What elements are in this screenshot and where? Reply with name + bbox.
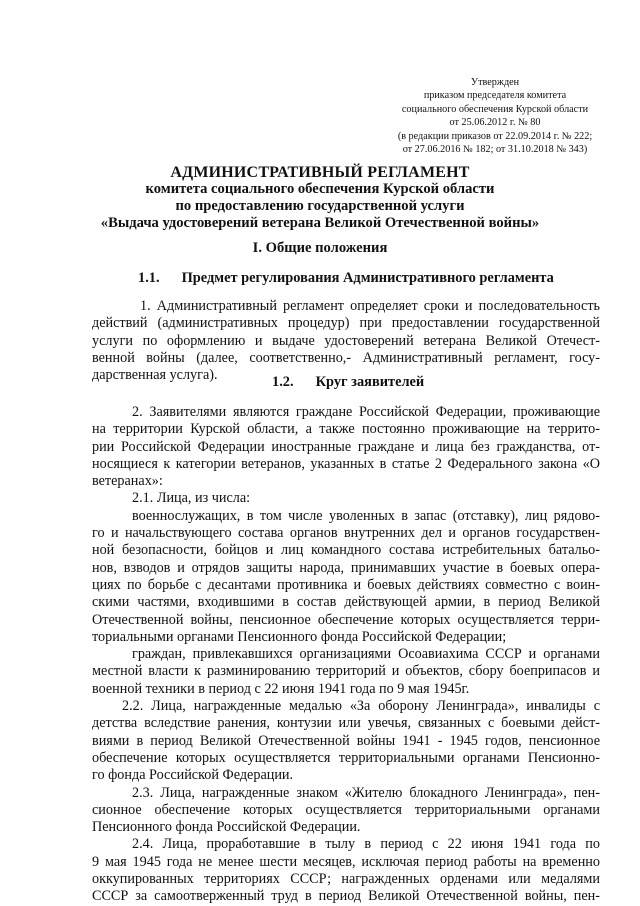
text-line: граждан, привлекавшихся организациями Осоавиахима СССР и органами (132, 646, 600, 663)
text-line: 2.4. Лица, проработавшие в тылу в период с 22 июня 1941 года по (132, 836, 600, 853)
subsection-heading-1-1 (138, 270, 554, 287)
paragraph-2 (92, 404, 600, 906)
text-line: циях по борьбе с десантами противника и боевых действиях совместно с воин- (92, 576, 600, 593)
text-line: ветеранах»: (92, 473, 163, 490)
text-line: обеспечение которых осуществляется территориальными органами Пенсионно- (92, 749, 600, 766)
text-line: сионное обеспечение которых осуществляется территориальными органами (92, 801, 600, 818)
section-heading: I. Общие положения (252, 240, 388, 256)
text-line: 1. Административный регламент определяет сроки и последовательность (140, 298, 600, 314)
text-line: 2. Заявителями являются граждане Российской Федерации, проживающие (132, 404, 600, 420)
text-line: СССР за самоотверженный труд в период Великой Отечественной войны, пен- (92, 888, 600, 905)
approval-line: (в редакции приказов от 22.09.2014 г. № 222; (397, 130, 593, 142)
approval-line: социального обеспечения Курской области (401, 103, 589, 115)
text-line: действий (административных процедур) при предоставлении государственной (92, 315, 600, 332)
text-line: детства вследствие ранения, контузии или увечья, связанных с боевыми дейст- (92, 715, 600, 732)
text-line: рии Российской Федерации иностранные граждане и лица без гражданства, от- (92, 438, 600, 455)
text-line: военнослужащих, в том числе уволенных в запас (отставку), лиц рядово- (132, 507, 600, 524)
approval-line: от 25.06.2012 г. № 80 (449, 117, 541, 129)
text-line: ториальными органами Пенсионного фонда Российской Федерации; (92, 628, 507, 645)
subsection-heading-1-2 (272, 374, 424, 391)
text-line: Пенсионного фонда Российской Федерации. (92, 819, 361, 836)
text-line: услуги по оформлению и выдаче удостоверений ветерана Великой Отечест- (92, 332, 600, 349)
text-line: военной техники в период с 22 июня 1941 года по 9 мая 1945г. (92, 680, 470, 697)
approval-stamp (360, 76, 630, 156)
title-line: комитета социального обеспечения Курской области (145, 181, 495, 197)
approval-line: от 27.06.2016 № 182; от 31.10.2018 № 343) (402, 144, 588, 156)
title-line: по предоставлению государственной услуги (175, 198, 465, 214)
text-line: Отечественной войны, пенсионное обеспечение которых осуществляется терри- (92, 611, 600, 628)
text-line: 2.3. Лица, награжденные знаком «Жителю блокадного Ленинграда», пен- (132, 784, 600, 801)
text-line: 2.1. Лица, из числа: (132, 490, 251, 507)
text-line: носящиеся к категории ветеранов, указанных в статье 2 Федерального закона «О (92, 455, 600, 472)
text-line: 9 мая 1945 года не менее шести месяцев, исключая период работы на временно (92, 853, 600, 870)
text-line: нов, взводов и отрядов защиты народа, принимавших участие в боевых опера- (92, 559, 600, 576)
text-line: ной безопасности, бойцов и лиц командного состава истребительных батальо- (92, 542, 600, 559)
title-line: «Выдача удостоверений ветерана Великой Отечественной войны» (100, 215, 540, 231)
text-line: 2.2. Лица, награжденные медалью «За оборону Ленинграда», инвалиды с (122, 698, 600, 715)
document-title (80, 164, 560, 232)
text-line: оккупированных территориях СССР; награжденных орденами или медалями (92, 871, 600, 888)
text-line: на территории Курской области, а также постоянно проживающие на террито- (92, 421, 600, 438)
subsection-number: 1.1. (138, 270, 160, 286)
subsection-title: Круг заявителей (315, 374, 425, 390)
text-line: местной власти к разминированию территорий и объектов, сбору боеприпасов и (92, 663, 600, 680)
text-line: виями в период Великой Отечественной войны 1941 - 1945 годов, пенсионное (92, 732, 600, 749)
text-line: дарственная услуга). (92, 367, 218, 384)
text-line: го фонда Российской Федерации. (92, 767, 294, 784)
approval-line: приказом председателя комитета (423, 90, 567, 102)
text-line: скими частями, входившими в состав действующей армии, в период Великой (92, 594, 600, 611)
subsection-title: Предмет регулирования Административного регламента (181, 270, 554, 286)
approval-line: Утвержден (470, 77, 520, 88)
text-line: венной войны (далее, соответственно,- Административный регламент, госу- (92, 349, 600, 366)
paragraph-1 (92, 298, 600, 384)
subsection-number: 1.2. (272, 374, 294, 390)
text-line: го и начальствующего состава органов внутренних дел и органов государствен- (92, 525, 600, 542)
title-main: АДМИНИСТРАТИВНЫЙ РЕГЛАМЕНТ (170, 164, 470, 181)
